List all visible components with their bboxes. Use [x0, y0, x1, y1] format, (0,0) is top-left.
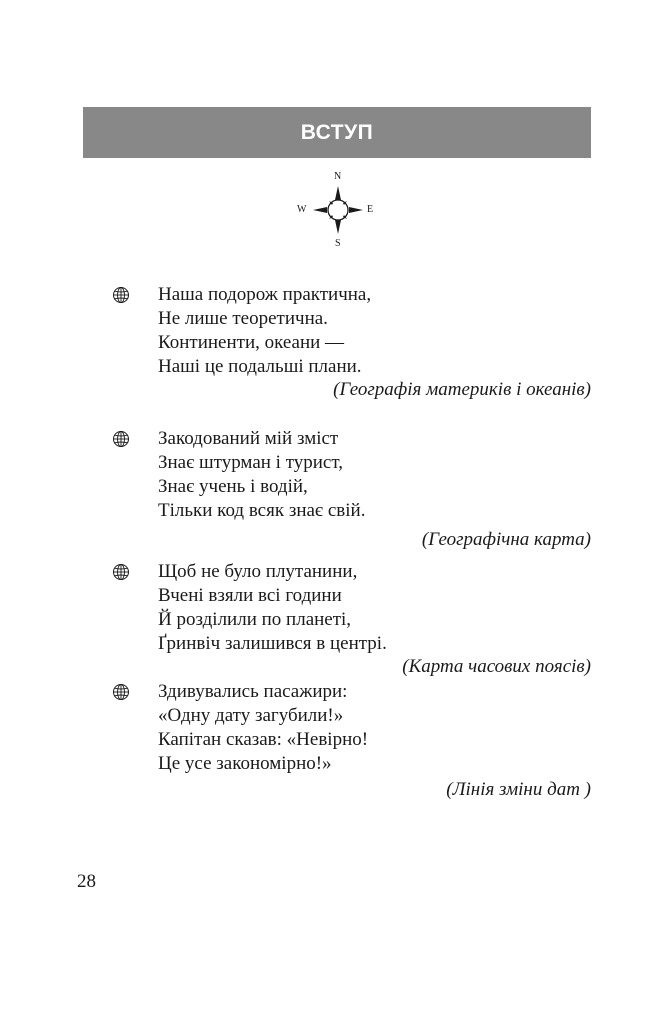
poem-caption: (Карта часових поясів)	[402, 656, 591, 677]
poem-caption: (Географія материків і океанів)	[333, 379, 591, 400]
poem-line: Континенти, океани —	[158, 332, 345, 353]
poem-line: Вчені взяли всі години	[158, 585, 342, 606]
compass-north-label: N	[334, 171, 342, 182]
poem-caption: (Географічна карта)	[421, 529, 591, 550]
compass-rose-icon	[293, 168, 383, 252]
poem-line: Закодований мій зміст	[158, 428, 339, 449]
poem-lines	[158, 680, 368, 776]
globe-icon	[112, 286, 130, 304]
poem-lines	[158, 427, 365, 523]
compass-south-label: S	[335, 238, 341, 249]
poem-caption: (Лінія зміни дат )	[446, 779, 591, 800]
poem-line: Ґринвіч залишився в центрі.	[158, 633, 387, 654]
page-number: 28	[77, 871, 96, 892]
compass-west-label: W	[297, 204, 307, 215]
poem-line: Наші це подальші плани.	[158, 356, 362, 377]
globe-icon	[112, 430, 130, 448]
poem-line: Знає штурман і турист,	[158, 452, 343, 473]
poem-line: Знає учень і водій,	[158, 476, 308, 497]
globe-icon	[112, 563, 130, 581]
poem-lines	[158, 283, 371, 379]
poem-line: Капітан сказав: «Невірно!	[158, 729, 369, 750]
poem-line: Щоб не було плутанини,	[158, 561, 358, 582]
compass-east-label: E	[367, 204, 374, 215]
poem-line: «Одну дату загубили!»	[158, 705, 344, 726]
poem-line: Здивувались пасажири:	[158, 681, 348, 702]
poem-line: Це усе закономірно!»	[158, 753, 332, 774]
poem-lines	[158, 560, 387, 656]
section-title: ВСТУП	[300, 120, 374, 144]
poem-line: Тільки код всяк знає свій.	[158, 500, 366, 521]
section-banner	[83, 107, 591, 158]
poem-line: Наша подорож практична,	[158, 284, 372, 305]
poem-line: Й розділили по планеті,	[158, 609, 352, 630]
poem-line: Не лише теоретична.	[158, 308, 328, 329]
globe-icon	[112, 683, 130, 701]
